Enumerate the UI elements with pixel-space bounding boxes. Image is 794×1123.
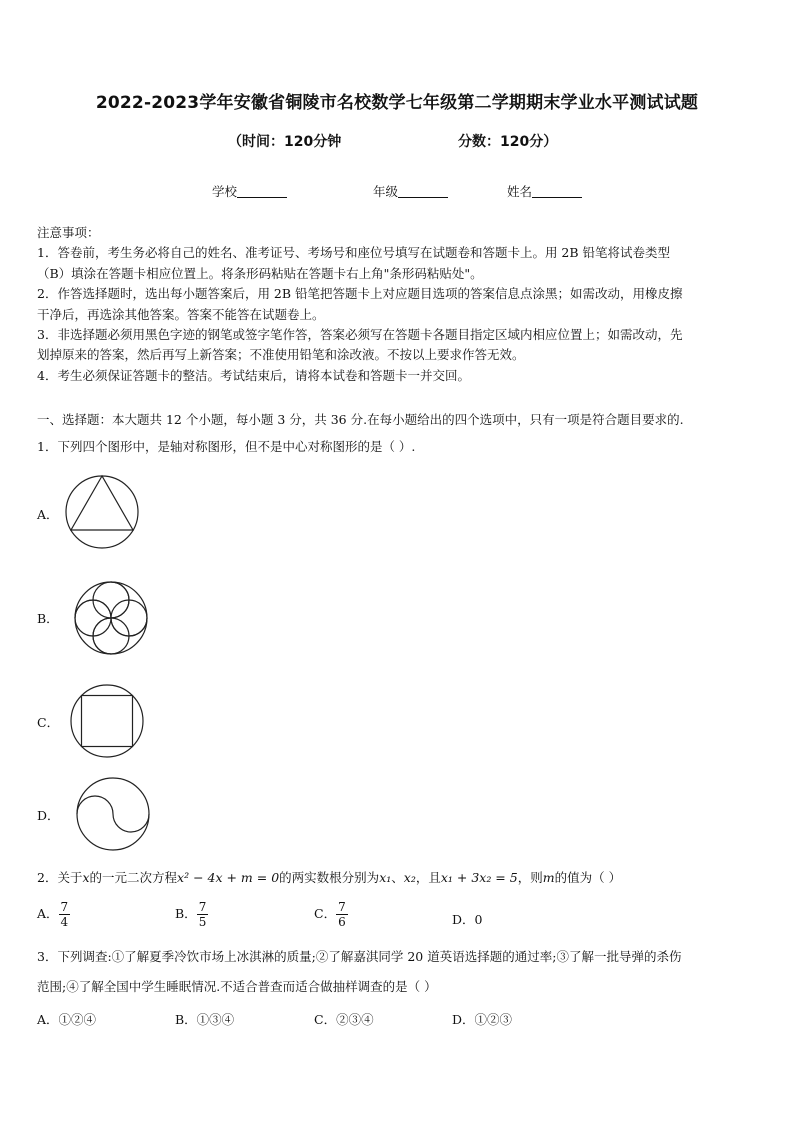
grade-label: 年级 [373, 184, 399, 199]
name-blank [532, 185, 582, 198]
fraction-numerator: 7 [338, 900, 346, 914]
grade-field [373, 182, 448, 200]
q1-option-c-label: C． [37, 715, 60, 730]
q2-text-5: ，则 [517, 870, 543, 885]
q2-option-c-fraction [336, 900, 348, 929]
q1-option-d-label: D． [37, 808, 60, 823]
q2-var-x1: x₁ [379, 870, 392, 885]
q2-option-b-label: B． [175, 906, 197, 921]
q3-line-1: 3．下列调查:①了解夏季冷饮市场上冰淇淋的质量;②了解嘉淇同学 20 道英语选择题的通过率;③了解一批导弹的杀伤 [37, 949, 682, 964]
q2-option-a-label: A． [37, 906, 59, 921]
fraction-numerator: 7 [60, 900, 69, 914]
name-field [507, 182, 582, 200]
q2-text-4: ，且 [415, 870, 441, 885]
school-blank [237, 185, 287, 198]
q2-equation: x² − 4x + m = 0 [177, 870, 280, 885]
circle-inscribed-square-figure [69, 683, 145, 759]
circle-s-curve-figure [75, 776, 151, 852]
q2-option-b [175, 900, 208, 929]
fraction-denominator: 6 [338, 915, 346, 929]
q2-option-c [314, 900, 348, 929]
q1-option-a-label: A． [37, 507, 59, 522]
school-label: 学校 [212, 184, 238, 199]
note-2-line-1: 2．作答选择题时，选出每小题答案后，用 2B 铅笔把答题卡上对应题目选项的答案信息点涂黑；如需改动，用橡皮擦 [37, 286, 683, 302]
question-2-stem [37, 868, 621, 886]
q3-option-d: D．①②③ [452, 1012, 513, 1027]
q1-option-b-label: B． [37, 611, 59, 626]
grade-blank [398, 185, 448, 198]
note-1-line-1: 1．答卷前，考生务必将自己的姓名、准考证号、考场号和座位号填写在试题卷和答题卡上。用 2B 铅笔将试卷类型 [37, 245, 671, 261]
note-4: 4．考生必须保证答题卡的整洁。考试结束后，请将本试卷和答题卡一并交回。 [37, 367, 470, 383]
notes-heading: 注意事项： [37, 225, 100, 240]
q2-option-c-label: C． [314, 906, 337, 921]
name-label: 姓名 [507, 184, 533, 199]
q3-line-2: 范围;④了解全国中学生睡眠情况.不适合普查而适合做抽样调查的是（ ） [37, 979, 437, 994]
exam-time: （时间：120分钟 [228, 134, 342, 150]
fraction-denominator: 5 [198, 915, 207, 929]
q2-text-6: 的值为（ ） [554, 870, 622, 885]
q2-var-x: x [82, 870, 90, 885]
q3-option-c: C．②③④ [314, 1012, 374, 1027]
notes-block [37, 223, 759, 386]
fraction-denominator: 4 [60, 915, 69, 929]
q2-var-x2: x₂ [403, 870, 416, 885]
note-1-line-2: （B）填涂在答题卡相应位置上。将条形码粘贴在答题卡右上角"条形码粘贴处"。 [37, 265, 483, 281]
q3-option-a: A．①②④ [37, 1012, 97, 1027]
q2-option-a [37, 900, 70, 929]
note-3-line-2: 划掉原来的答案，然后再写上新答案；不准使用铅笔和涂改液。不按以上要求作答无效。 [37, 347, 525, 363]
q2-text-2: 的一元二次方程 [89, 870, 178, 885]
section-1-heading: 一、选择题：本大题共 12 个小题，每小题 3 分，共 36 分.在每小题给出的四个选项中，只有一项是符合题目要求的. [37, 412, 684, 427]
page-title: 2022-2023学年安徽省铜陵市名校数学七年级第二学期期末学业水平测试试题 [95, 93, 699, 113]
q2-option-d: D．0 [452, 912, 483, 927]
fraction-numerator: 7 [198, 900, 207, 914]
q2-separator: 、 [391, 870, 404, 885]
exam-score: 分数：120分） [458, 134, 558, 150]
q2-option-b-fraction [197, 900, 209, 929]
question-3-stem [37, 942, 759, 1002]
circle-four-petal-figure [73, 580, 149, 656]
q2-option-a-fraction [59, 900, 71, 929]
q2-text-3: 的两实数根分别为 [279, 870, 380, 885]
note-3-line-1: 3．非选择题必须用黑色字迹的钢笔或签字笔作答，答案必须写在答题卡各题目指定区域内相应位置上；如需改动，先 [37, 327, 683, 343]
note-2-line-2: 干净后，再选涂其他答案。答案不能答在试题卷上。 [37, 306, 325, 322]
q3-option-b: B．①③④ [175, 1012, 235, 1027]
q2-var-m: m [542, 870, 555, 885]
school-field [212, 182, 287, 200]
q2-condition: x₁ + 3x₂ = 5 [440, 870, 518, 885]
question-1-stem: 1．下列四个图形中，是轴对称图形，但不是中心对称图形的是（ ）. [37, 439, 416, 454]
q2-text-1: 2．关于 [37, 870, 83, 885]
circle-inscribed-triangle-figure [64, 474, 140, 550]
